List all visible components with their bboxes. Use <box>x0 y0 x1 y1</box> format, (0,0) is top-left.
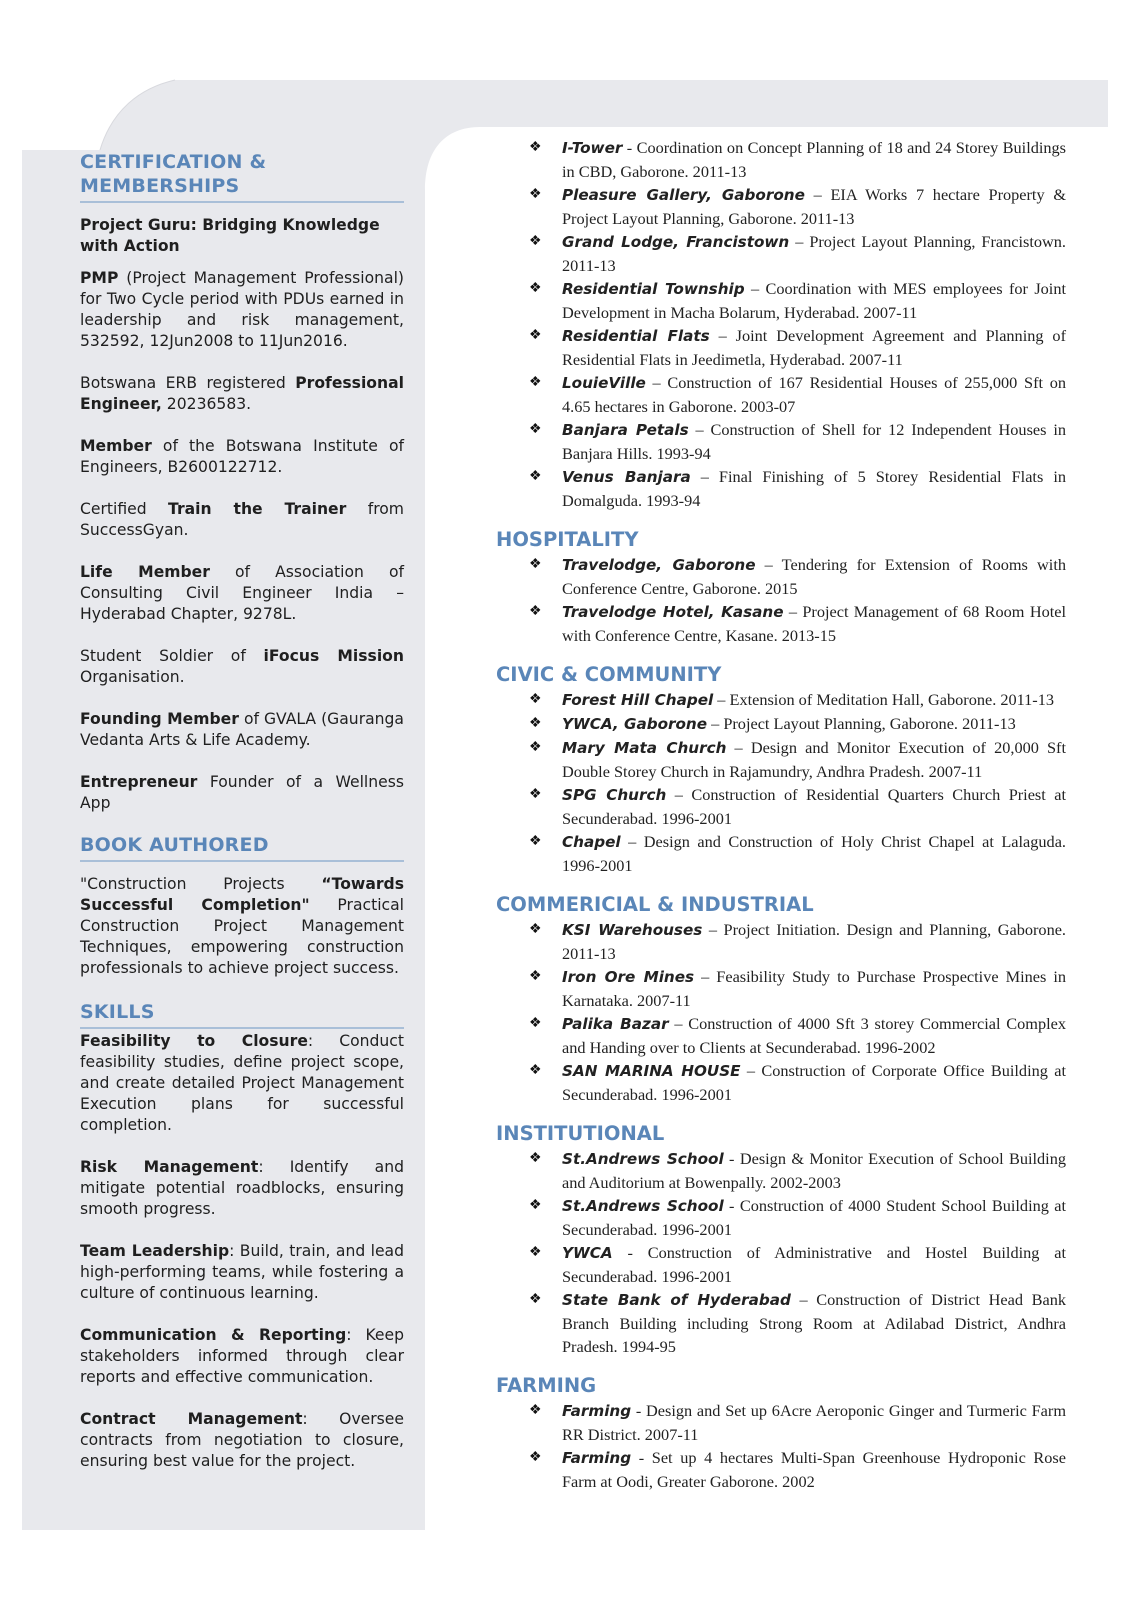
cert-text: 20236583. <box>161 395 252 413</box>
bullet-icon: ❖ <box>529 1198 542 1213</box>
civic-list <box>496 688 1066 877</box>
bullet-icon: ❖ <box>529 469 542 484</box>
project-name: Pleasure Gallery, Gaborone <box>562 186 805 204</box>
cert-text: of GVALA (Gauranga Vedanta Arts & Life Academy. <box>80 710 404 749</box>
left-column <box>80 150 404 1493</box>
skill-name: Feasibility to Closure <box>80 1032 308 1050</box>
project-item <box>496 1194 1066 1241</box>
cert-text: from SuccessGyan. <box>80 500 404 539</box>
project-item <box>496 277 1066 324</box>
project-name: Palika Bazar <box>562 1015 669 1033</box>
project-item <box>496 965 1066 1012</box>
book-description <box>80 874 404 979</box>
project-item <box>496 1288 1066 1358</box>
institutional-heading: INSTITUTIONAL <box>496 1122 665 1145</box>
skill-text: : Oversee contracts from negotiation to closure, ensuring best value for the project. <box>80 1410 404 1470</box>
certification-item <box>80 436 404 478</box>
project-item <box>496 324 1066 371</box>
project-item <box>496 830 1066 877</box>
project-name: SAN MARINA HOUSE <box>562 1062 741 1080</box>
cert-strong: Founding Member <box>80 710 239 728</box>
project-item <box>496 688 1066 712</box>
project-desc: – Construction of 167 Residential Houses of 255,000 Sft on 4.65 hectares in Gaborone. 2003-07 <box>562 373 1066 416</box>
project-item <box>496 1241 1066 1288</box>
skill-text: : Build, train, and lead high-performing teams, while fostering a culture of continuous learning. <box>80 1242 404 1302</box>
skill-name: Contract Management <box>80 1410 303 1428</box>
bullet-icon: ❖ <box>529 834 542 849</box>
certification-item <box>80 646 404 688</box>
skills-list <box>80 1031 404 1472</box>
project-desc: – Final Finishing of 5 Storey Residential Flats in Domalguda. 1993-94 <box>562 467 1066 510</box>
project-name: Forest Hill Chapel <box>562 691 714 709</box>
bullet-icon: ❖ <box>529 140 542 155</box>
project-name: LouieVille <box>562 374 646 392</box>
right-column <box>496 136 1066 1509</box>
certification-item <box>80 709 404 751</box>
cert-text: of Association of Consulting Civil Engineer India – Hyderabad Chapter, 9278L. <box>80 563 404 623</box>
project-item <box>496 918 1066 965</box>
commercial-list <box>496 918 1066 1106</box>
bullet-icon: ❖ <box>529 922 542 937</box>
bullet-icon: ❖ <box>529 604 542 619</box>
project-item <box>496 1012 1066 1059</box>
project-name: Farming <box>562 1402 632 1420</box>
project-desc: – Project Management of 68 Room Hotel with Conference Centre, Kasane. 2013-15 <box>562 602 1066 645</box>
bullet-icon: ❖ <box>529 375 542 390</box>
skill-item <box>80 1325 404 1388</box>
project-name: Residential Flats <box>562 327 710 345</box>
skill-text: : Keep stakeholders informed through clear reports and effective communication. <box>80 1326 404 1386</box>
skill-name: Risk Management <box>80 1158 259 1176</box>
residential-list <box>496 136 1066 512</box>
bullet-icon: ❖ <box>529 422 542 437</box>
civic-heading: CIVIC & COMMUNITY <box>496 663 722 686</box>
project-item <box>496 465 1066 512</box>
certification-item <box>80 373 404 415</box>
project-desc: – Project Layout Planning, Gaborone. 2011-13 <box>707 714 1016 733</box>
project-desc: – Construction of Shell for 12 Independent Houses in Banjara Hills. 1993-94 <box>562 420 1066 463</box>
project-guru-line: Project Guru: Bridging Knowledge with Action <box>80 216 380 255</box>
project-item <box>496 136 1066 183</box>
project-name: Travelodge, Gaborone <box>562 556 756 574</box>
skill-item <box>80 1241 404 1304</box>
project-name: St.Andrews School <box>562 1150 724 1168</box>
project-name: Mary Mata Church <box>562 739 727 757</box>
skill-item <box>80 1031 404 1136</box>
cert-strong: Train the Trainer <box>168 500 347 518</box>
project-item <box>496 1446 1066 1493</box>
skill-text: : Conduct feasibility studies, define project scope, and create detailed Project Management Execution plans for successful completion. <box>80 1032 404 1134</box>
farming-list <box>496 1399 1066 1493</box>
cert-strong: iFocus Mission <box>263 647 404 665</box>
project-name: SPG Church <box>562 786 667 804</box>
project-name: YWCA, Gaborone <box>562 715 708 733</box>
skill-item <box>80 1409 404 1472</box>
cert-strong: Member <box>80 437 152 455</box>
project-desc: – Extension of Meditation Hall, Gaborone. 2011-13 <box>713 690 1055 709</box>
project-desc: – Construction of Residential Quarters Church Priest at Secunderabad. 1996-2001 <box>562 785 1067 828</box>
cert-text: Founder of a Wellness App <box>80 773 404 812</box>
book-heading: BOOK AUTHORED <box>80 833 404 862</box>
cert-text: (Project Management Professional) for Two Cycle period with PDUs earned in leadership and risk management, 532592, 12Jun2008 to 11Jun2016. <box>80 269 404 350</box>
project-item <box>496 230 1066 277</box>
bullet-icon: ❖ <box>529 557 542 572</box>
project-desc: – Construction of District Head Bank Branch Building including Strong Room at Adilabad District, Andhra Pradesh. 1994-95 <box>562 1290 1066 1356</box>
bullet-icon: ❖ <box>529 1292 542 1307</box>
project-name: Banjara Petals <box>562 421 689 439</box>
skill-name: Team Leadership <box>80 1242 230 1260</box>
project-desc: – Feasibility Study to Purchase Prospective Mines in Karnataka. 2007-11 <box>562 967 1067 1010</box>
project-desc: – Design and Monitor Execution of 20,000 Sft Double Storey Church in Rajamundry, Andhra Pradesh. 2007-11 <box>562 738 1067 781</box>
project-name: Travelodge Hotel, Kasane <box>562 603 784 621</box>
bullet-icon: ❖ <box>529 1016 542 1031</box>
bullet-icon: ❖ <box>529 692 542 707</box>
project-name: Residential Township <box>562 280 745 298</box>
skill-name: Communication & Reporting <box>80 1326 347 1344</box>
project-name: Grand Lodge, Francistown <box>562 233 790 251</box>
bullet-icon: ❖ <box>529 716 542 731</box>
hospitality-list <box>496 553 1066 647</box>
project-desc: - Construction of 4000 Student School Building at Secunderabad. 1996-2001 <box>562 1196 1066 1239</box>
project-name: KSI Warehouses <box>562 921 703 939</box>
bullet-icon: ❖ <box>529 787 542 802</box>
bullet-icon: ❖ <box>529 1245 542 1260</box>
bullet-icon: ❖ <box>529 187 542 202</box>
project-item <box>496 736 1066 783</box>
cert-strong: PMP <box>80 269 119 287</box>
project-desc: – Construction of Corporate Office Building at Secunderabad. 1996-2001 <box>562 1061 1066 1104</box>
skills-heading: SKILLS <box>80 1000 404 1029</box>
project-name: St.Andrews School <box>562 1197 724 1215</box>
project-desc: – Tendering for Extension of Rooms with Conference Centre, Gaborone. 2015 <box>562 555 1066 598</box>
project-desc: – Coordination with MES employees for Joint Development in Macha Bolarum, Hyderabad. 2007-11 <box>562 279 1066 322</box>
cert-pre: Certified <box>80 500 169 518</box>
certification-item <box>80 772 404 814</box>
certification-item <box>80 499 404 541</box>
cert-strong: Life Member <box>80 563 210 581</box>
book-strong: “Towards Successful Completion" <box>80 875 404 914</box>
project-item <box>496 1147 1066 1194</box>
certifications-list <box>80 268 404 814</box>
certification-item <box>80 562 404 625</box>
project-item <box>496 712 1066 736</box>
hospitality-heading: HOSPITALITY <box>496 528 639 551</box>
project-name: Iron Ore Mines <box>562 968 695 986</box>
project-name: Farming <box>562 1449 632 1467</box>
project-name: Venus Banjara <box>562 468 691 486</box>
project-item <box>496 371 1066 418</box>
project-item <box>496 418 1066 465</box>
certification-item <box>80 268 404 352</box>
project-name: Chapel <box>562 833 621 851</box>
bullet-icon: ❖ <box>529 1403 542 1418</box>
project-item <box>496 183 1066 230</box>
project-item <box>496 1399 1066 1446</box>
cert-strong: Professional Engineer, <box>80 374 404 413</box>
commercial-heading: COMMERICIAL & INDUSTRIAL <box>496 893 814 916</box>
project-desc: - Design & Monitor Execution of School Building and Auditorium at Bowenpally. 2002-2003 <box>562 1149 1066 1192</box>
cert-text: of the Botswana Institute of Engineers, B2600122712. <box>80 437 404 476</box>
bullet-icon: ❖ <box>529 1151 542 1166</box>
project-item <box>496 600 1066 647</box>
book-pre: "Construction Projects <box>80 875 322 893</box>
bullet-icon: ❖ <box>529 740 542 755</box>
project-desc: - Design and Set up 6Acre Aeroponic Ginger and Turmeric Farm RR District. 2007-11 <box>562 1401 1066 1444</box>
bullet-icon: ❖ <box>529 234 542 249</box>
bullet-icon: ❖ <box>529 1063 542 1078</box>
project-name: State Bank of Hyderabad <box>562 1291 791 1309</box>
cert-text: Organisation. <box>80 668 185 686</box>
cert-strong: Entrepreneur <box>80 773 198 791</box>
project-item <box>496 1059 1066 1106</box>
project-desc: - Coordination on Concept Planning of 18 and 24 Storey Buildings in CBD, Gaborone. 2011-13 <box>562 138 1066 181</box>
cert-pre: Botswana ERB registered <box>80 374 296 392</box>
project-desc: – Design and Construction of Holy Christ Chapel at Lalaguda. 1996-2001 <box>562 832 1066 875</box>
book-text: Practical Construction Project Management Techniques, empowering construction professionals to achieve project success. <box>80 896 404 977</box>
project-item <box>496 553 1066 600</box>
certifications-heading: CERTIFICATION & MEMBERSHIPS <box>80 150 404 203</box>
bullet-icon: ❖ <box>529 1450 542 1465</box>
skill-item <box>80 1157 404 1220</box>
project-name: I-Tower <box>562 139 623 157</box>
project-desc: - Construction of Administrative and Hostel Building at Secunderabad. 1996-2001 <box>562 1243 1066 1286</box>
project-name: YWCA <box>562 1244 613 1262</box>
project-desc: – Project Initiation. Design and Planning, Gaborone. 2011-13 <box>562 920 1067 963</box>
bullet-icon: ❖ <box>529 328 542 343</box>
project-desc: – EIA Works 7 hectare Property & Project Layout Planning, Gaborone. 2011-13 <box>562 185 1066 228</box>
project-desc: – Project Layout Planning, Francistown. 2011-13 <box>562 232 1066 275</box>
project-item <box>496 783 1066 830</box>
farming-heading: FARMING <box>496 1374 597 1397</box>
institutional-list <box>496 1147 1066 1358</box>
bullet-icon: ❖ <box>529 281 542 296</box>
project-desc: – Joint Development Agreement and Planning of Residential Flats in Jeedimetla, Hyderabad. 2007-11 <box>562 326 1066 369</box>
project-desc: – Construction of 4000 Sft 3 storey Commercial Complex and Handing over to Clients at Secunderabad. 1996-2002 <box>562 1014 1066 1057</box>
skill-text: : Identify and mitigate potential roadblocks, ensuring smooth progress. <box>80 1158 404 1218</box>
project-desc: - Set up 4 hectares Multi-Span Greenhouse Hydroponic Rose Farm at Oodi, Greater Gaborone. 2002 <box>562 1448 1066 1491</box>
cert-pre: Student Soldier of <box>80 647 264 665</box>
bullet-icon: ❖ <box>529 969 542 984</box>
